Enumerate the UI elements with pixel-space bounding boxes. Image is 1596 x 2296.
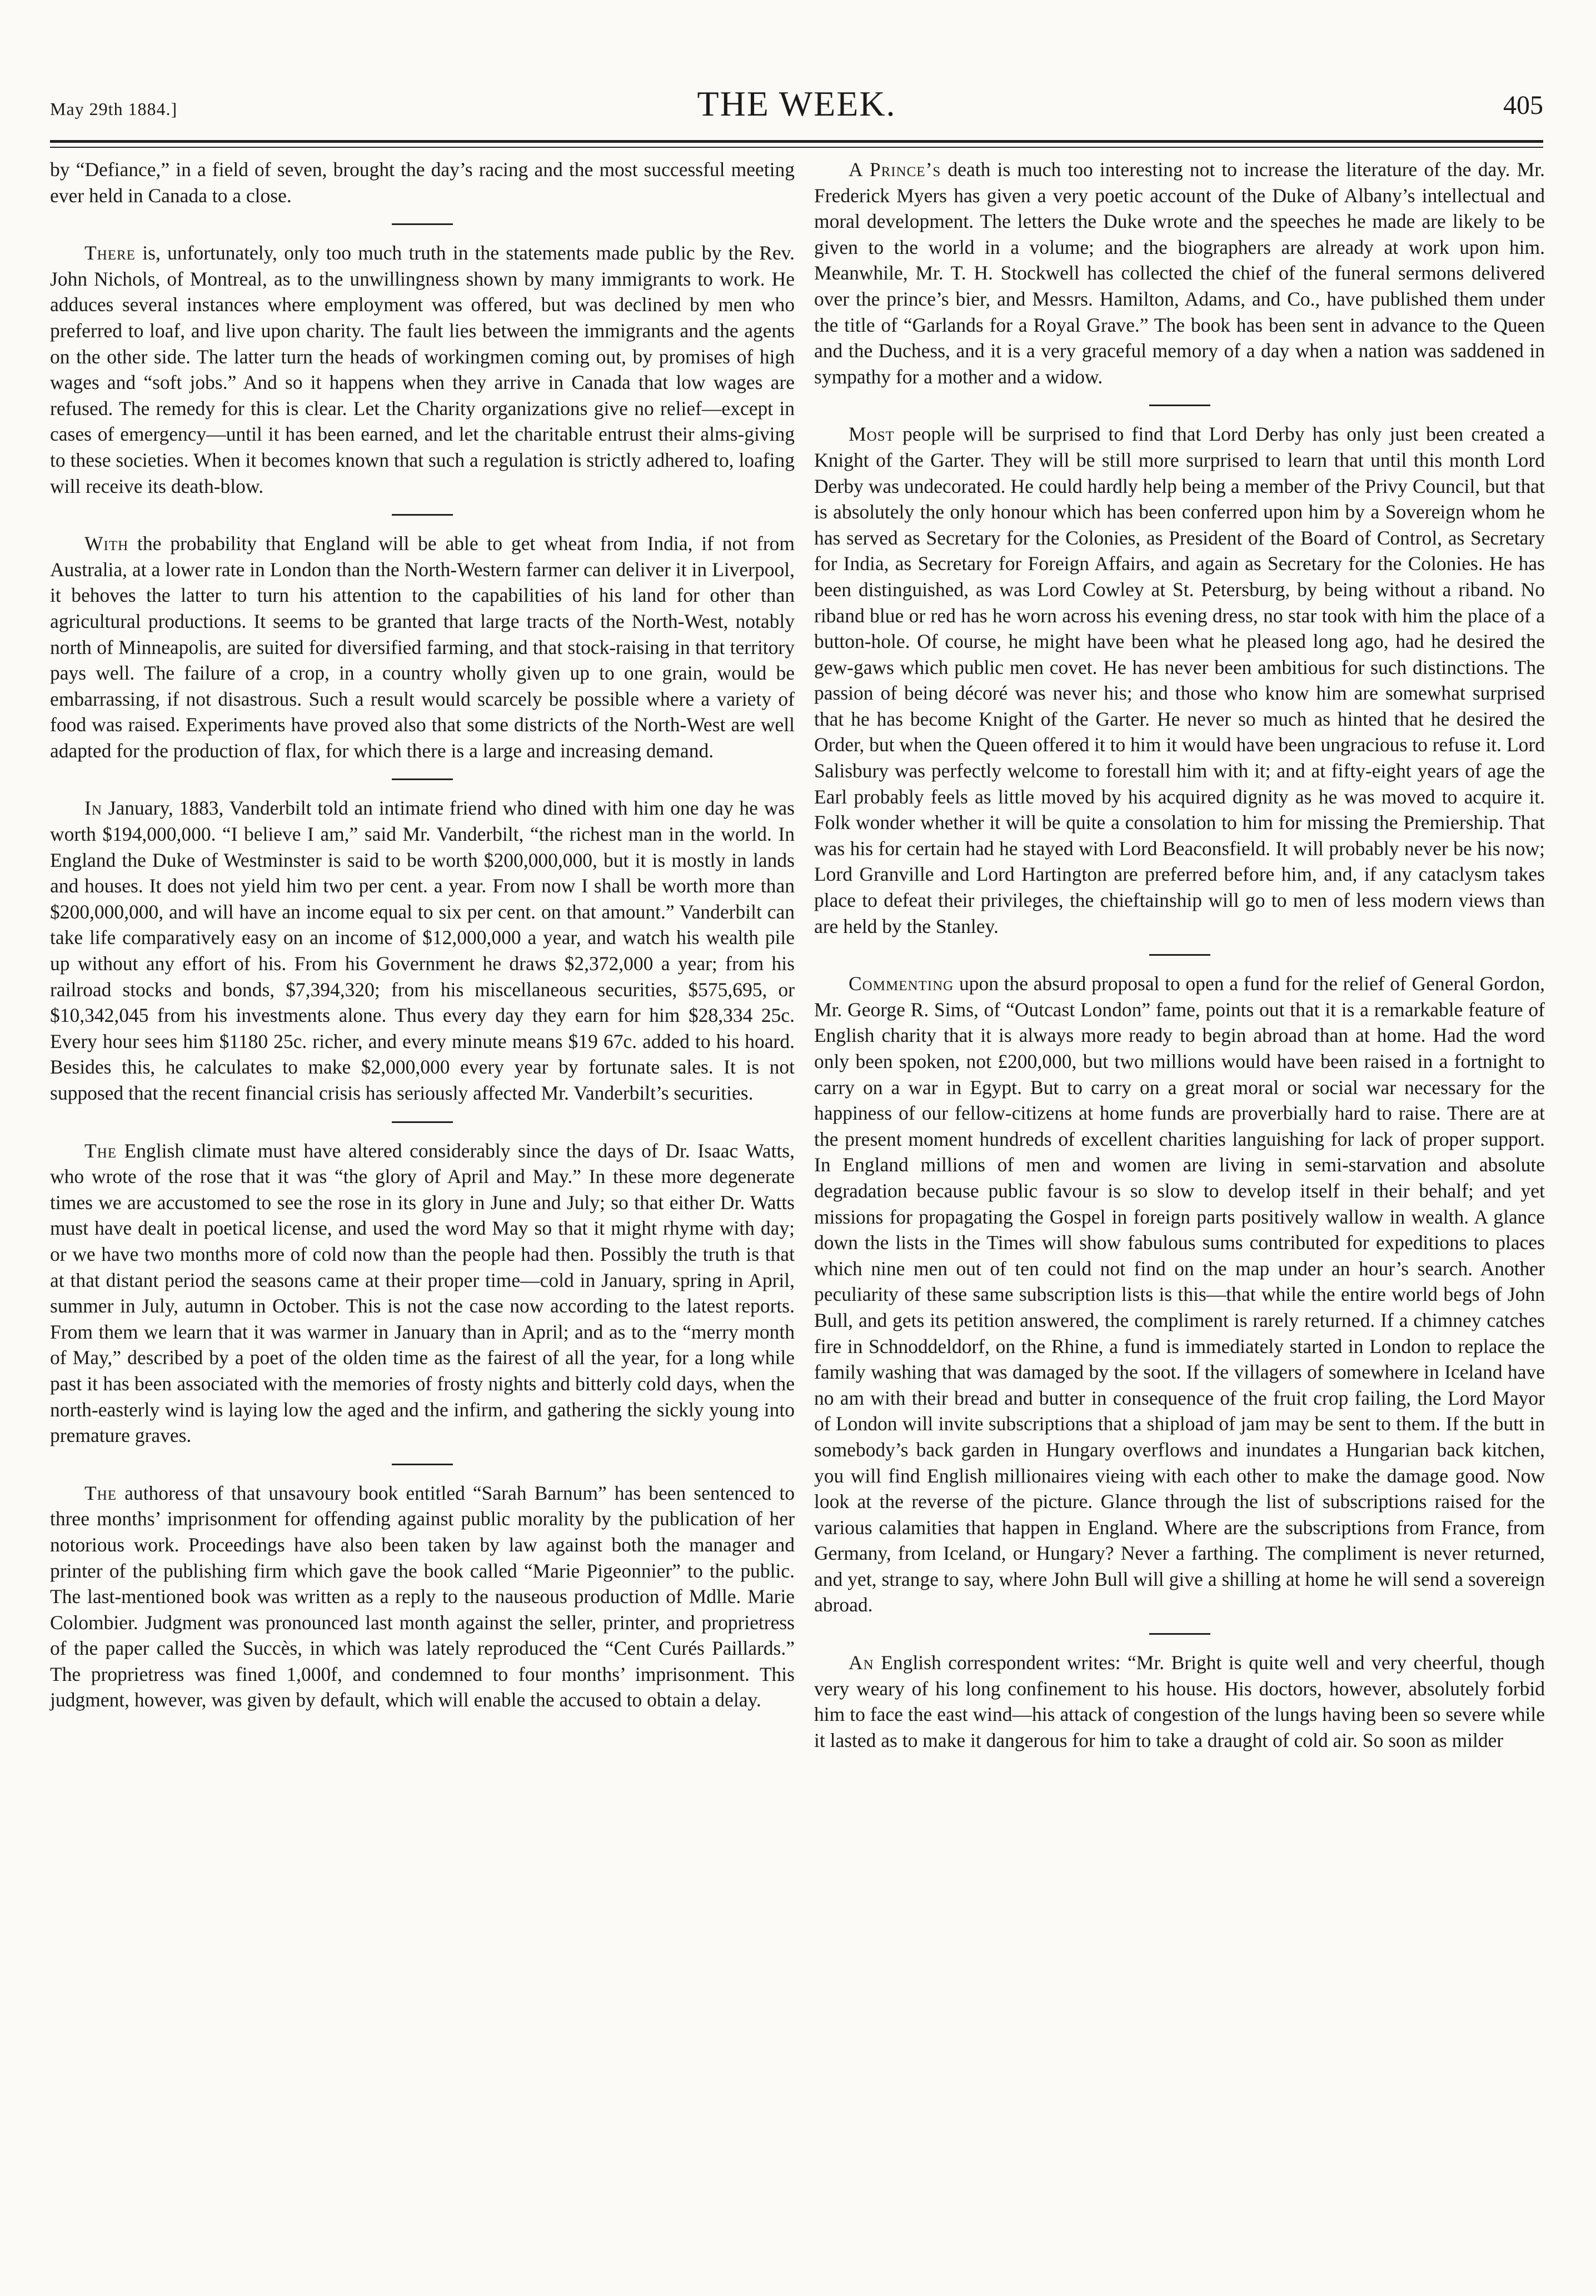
article-paragraph [814,157,1545,390]
section-separator [392,1464,453,1465]
section-separator [1149,954,1210,956]
paragraph-text: death is much too interesting not to increase the literature of the day. Mr. Frederick Myers has given a very poetic account of the Duke of Albany’s intellectual and moral development. The letters the Duke wrote and the speeches he made are likely to be given to the world in a volume; and the biographers are already at work upon him. Meanwhile, Mr. T. H. Stockwell has collected the chief of the funeral sermons delivered over the prince’s bier, and Messrs. Hamilton, Adams, and Co., have published them under the title of “Garlands for a Royal Grave.” The book has been sent in advance to the Queen and the Duchess, and it is a very graceful memory of a day when a nation was saddened in sympathy for a mother and a widow. [814,158,1545,388]
masthead [50,83,1543,139]
paragraph-text: is, unfortunately, only too much truth in the statements made public by the Rev. John Nichols, of Montreal, as to the unwillingness shown by many immigrants to work. He adduces several instances where employment was offered, but was declined by men who preferred to loaf, and live upon charity. The fault lies between the immigrants and the agents on the other side. The latter turn the heads of workingmen coming out, by promises of high wages and “soft jobs.” And so it happens when they arrive in Canada that low wages are refused. The remedy for this is clear. Let the Charity organizations give no relief—except in cases of emergency—until it has been earned, and let the charitable entrust their alms-giving to these societies. When it becomes known that such a regulation is strictly adhered to, loafing will receive its death-blow. [50,242,795,497]
article-paragraph [50,795,795,1106]
paragraph-lead: The [84,1481,117,1504]
page-number: 405 [1503,91,1543,120]
section-separator [1149,1633,1210,1635]
publication-title: THE WEEK. [697,84,896,123]
paragraph-text: upon the absurd proposal to open a fund for the relief of General Gordon, Mr. George R. Sims, of “Outcast London” fame, points out that it is a remarkable feature of English charity that it is always more ready to begin abroad than at home. Had the word only been spoken, not £200,000, but two millions would have been raised in a fortnight to carry on a war in Egypt. But to carry on a great moral or social war necessary for the happiness of our fellow-citizens at home funds are proverbially hard to raise. There are at the present moment hundreds of excellent charities languishing for lack of proper support. In England millions of men and women are living in semi-starvation and absolute degradation because public favour is so slow to develop itself in their behalf; and yet missions for propagating the Gospel in foreign parts positively wallow in wealth. A glance down the lists in the Times will show fabulous sums contributed for expeditions to places which nine men out of ten could not find on the map under an hour’s search. Another peculiarity of these same subscription lists is this—that while the entire world begs of John Bull, and gets its petition answered, the compliment is rarely returned. If a chimney catches fire in Schnoddeldorf, on the Rhine, a fund is immediately started in London to replace the family washing that was damaged by the soot. If the villagers of somewhere in Iceland have no am with their bread and butter in consequence of the fruit crop failing, the Lord Mayor of London will invite subscriptions that a shipload of jam may be sent to them. If the butt in somebody’s back garden in Hungary overflows and inundates a Hungarian back kitchen, you will find English millionaires vieing with each other to make the damage good. Now look at the reverse of the picture. Glance through the list of subscriptions raised for the various calamities that happen in England. Where are the subscriptions from France, from Germany, from Iceland, or Hungary? Never a farthing. The compliment is never returned, and yet, strange to say, where John Bull will give a shilling at home he will send a sovereign abroad. [814,972,1545,1616]
paragraph-lead: Commenting [849,972,954,995]
article-paragraph [50,531,795,763]
article-paragraph [814,421,1545,939]
article-paragraph [814,971,1545,1618]
article-paragraph [50,1480,795,1713]
article-paragraph [814,1650,1545,1753]
paragraph-text: the probability that England will be able to get wheat from India, if not from Australia, at a lower rate in London than the North-Western farmer can deliver it in Liverpool, it behoves the latter to turn his attention to the capabilities of his land for other than agricultural productions. It seems to be granted that large tracts of the North-West, notably north of Minneapolis, are suited for diversified farming, and that stock-raising in that territory pays well. The failure of a crop, in a country wholly given up to one grain, would be embarrassing, if not disastrous. Such a result would scarcely be possible where a variety of food was raised. Experiments have proved also that some districts of the North-West are well adapted for the production of flax, for which there is a large and increasing demand. [50,532,795,762]
right-column [814,157,1545,1753]
paragraph-lead: In [84,797,102,820]
header-rule [50,140,1543,143]
paragraph-lead: The [84,1139,117,1162]
paragraph-text: January, 1883, Vanderbilt told an intimate friend who dined with him one day he was worth $194,000,000. “I believe I am,” said Mr. Vanderbilt, “the richest man in the world. In England the Duke of Westminster is said to be worth $200,000,000, but it is mostly in lands and houses. It does not yield him two per cent. a year. From now I shall be worth more than $200,000,000, and will have an income equal to six per cent. on that amount.” Vanderbilt can take life comparatively easy on an income of $12,000,000 a year, and watch his wealth pile up without any effort of his. From his Government he draws $2,372,000 a year; from his railroad stocks and bonds, $7,394,320; from his miscellaneous securities, $575,695, or $10,342,045 from his investments alone. Thus every day they earn for him $28,334 25c. Every hour sees him $1180 25c. richer, and every minute means $19 67c. added to his hoard. Besides this, he calculates to make $2,000,000 every year by fortunate sales. It is not supposed that the recent financial crisis has seriously affected Mr. Vanderbilt’s securities. [50,797,795,1104]
paragraph-lead: An [849,1651,874,1674]
section-separator [392,778,453,780]
section-separator [392,1121,453,1123]
article-paragraph [50,1138,795,1449]
section-separator [392,514,453,516]
paragraph-lead: There [84,242,136,264]
paragraph-lead: A Prince’s [849,158,941,181]
paragraph-text: people will be surprised to find that Lord Derby has only just been created a Knight of the Garter. They will be still more surprised to learn that until this month Lord Derby was undecorated. He could hardly help being a member of the Privy Council, but that is absolutely the only honour which has been conferred upon him by a Sovereign whom he has served as Secretary for the Colonies, as President of the Board of Control, as Secretary for India, as Secretary for Foreign Affairs, and again as Secretary for the Colonies. He has been distinguished, as was Lord Cowley at St. Petersburg, by being without a riband. No riband blue or red has he worn across his evening dress, no star took with him the place of a button-hole. Of course, he might have been what he pleased long ago, had he desired the gew-gaws which public men covet. He has never been ambitious for such distinctions. The passion of being décoré was never his; and those who know him are somewhat surprised that he has become Knight of the Garter. He never so much as hinted that he desired the Order, but when the Queen offered it to him it would have been ungracious to refuse it. Lord Salisbury was perfectly welcome to forestall him with it; and at fifty-eight years of age the Earl probably feels as little moved by his acquired dignity as he was moved to acquire it. Folk wonder whether it will be quite a consolation to him for missing the Premiership. That was his for certain had he stayed with Lord Beaconsfield. It will probably never be his now; Lord Granville and Lord Hartington are preferred before him, and, if any cataclysm takes place to defeat their privileges, the chieftainship will go to men of less modern views than are held by the Stanley. [814,423,1545,937]
header-rule-thin [50,147,1543,148]
paragraph-text: English correspondent writes: “Mr. Bright is quite well and very cheerful, though very weary of his long confinement to his house. His doctors, however, absolutely forbid him to face the east wind—his attack of congestion of the lungs having been so severe while it lasted as to make it dangerous for him to take a draught of cold air. So soon as milder [814,1651,1545,1751]
article-paragraph [50,157,795,208]
article-paragraph [50,240,795,499]
paragraph-lead: With [84,532,129,555]
section-separator [392,223,453,225]
paragraph-text: authoress of that unsavoury book entitled “Sarah Barnum” has been sentenced to three months’ imprisonment for offending against public morality by the publication of her notorious work. Proceedings have also been taken by law against both the manager and printer of the publishing firm which gave the book called “Marie Pigeonnier” to the public. The last-mentioned book was written as a reply to the nauseous production of Mdlle. Marie Colombier. Judgment was pronounced last month against the seller, printer, and proprietress of the paper called the Succès, in which was lately reproduced the “Cent Curés Paillards.” The proprietress was fined 1,000f, and condemned to four months’ imprisonment. This judgment, however, was given by default, which will enable the accused to obtain a delay. [50,1481,795,1711]
paragraph-lead: Most [849,423,895,446]
paragraph-text: English climate must have altered considerably since the days of Dr. Isaac Watts, who wrote of the rose that it was “the glory of April and May.” In these more degenerate times we are accustomed to see the rose in its glory in June and July; so that either Dr. Watts must have dealt in poetical license, and used the word May so that it might rhyme with day; or we have two months more of cold now than the people had then. Possibly the truth is that at that distant period the seasons came at their proper time—cold in January, spring in April, summer in July, autumn in October. This is not the case now according to the latest reports. From them we learn that it was warmer in January than in April; and as to the “merry month of May,” described by a poet of the olden time as the fairest of all the year, for a long while past it has been associated with the memories of frosty nights and bitterly cold days, when the north-easterly wind is laying low the aged and the infirm, and gathering the sickly young into premature graves. [50,1139,795,1447]
issue-date: May 29th 1884.] [50,99,178,119]
paragraph-text: by “Defiance,” in a field of seven, brought the day’s racing and the most successful meeting ever held in Canada to a close. [50,158,795,207]
left-column [50,157,795,1713]
section-separator [1149,405,1210,406]
